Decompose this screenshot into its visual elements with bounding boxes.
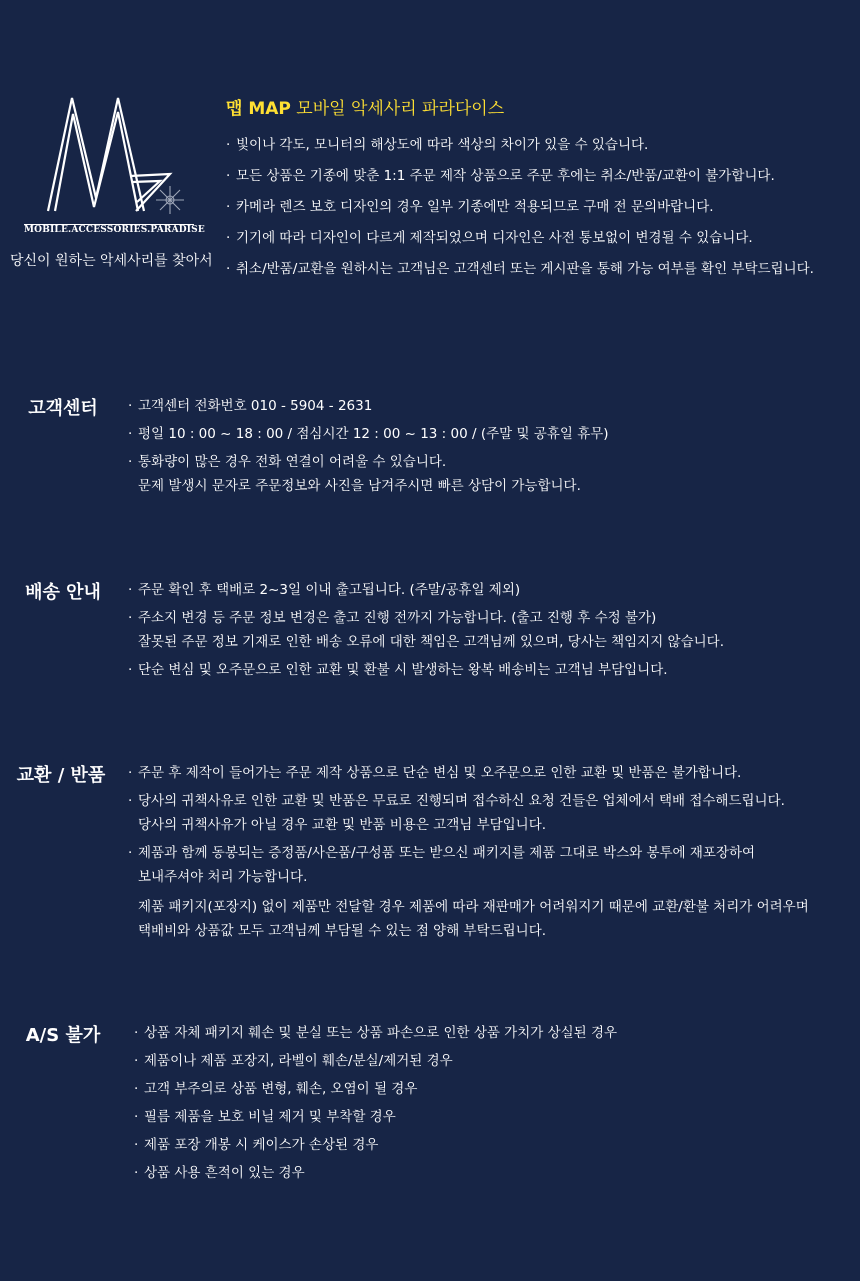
- list-item: [128, 658, 724, 682]
- notice-item: [226, 165, 814, 196]
- bullet: ·: [128, 610, 133, 626]
- notice-text: 빛이나 각도, 모니터의 해상도에 따라 색상의 차이가 있을 수 있습니다.: [236, 137, 649, 153]
- list-item-text: 보내주셔야 처리 가능합니다.: [138, 869, 308, 885]
- notice-item: [226, 196, 814, 227]
- list-item: [128, 761, 809, 785]
- note-text: 택배비와 상품값 모두 고객님께 부담될 수 있는 점 양해 부탁드립니다.: [138, 923, 547, 939]
- bullet: ·: [128, 426, 133, 442]
- section-title: A/S 불가: [25, 1025, 101, 1046]
- bullet: ·: [128, 765, 133, 781]
- section-title: 교환 / 반품: [16, 765, 106, 786]
- list-item-text: 당사의 귀책사유가 아닐 경우 교환 및 반품 비용은 고객님 부담입니다.: [138, 817, 547, 833]
- bullet: ·: [226, 168, 231, 184]
- notice-text: 카메라 렌즈 보호 디자인의 경우 일부 기종에만 적용되므로 구매 전 문의바랍니다.: [236, 199, 714, 215]
- bullet: ·: [128, 793, 133, 809]
- list-item-text: 평일 10 : 00 ~ 18 : 00 / 점심시간 12 : 00 ~ 13 : 00 / (주말 및 공휴일 휴무): [138, 426, 609, 442]
- list-item: [128, 394, 609, 418]
- bullet: ·: [134, 1137, 139, 1153]
- list-item-text: 제품 포장 개봉 시 케이스가 손상된 경우: [144, 1137, 379, 1153]
- list-item-text: 잘못된 주문 정보 기재로 인한 배송 오류에 대한 책임은 고객님께 있으며, 당사는 책임지지 않습니다.: [138, 634, 725, 650]
- section-list: [128, 761, 809, 947]
- bullet: ·: [134, 1025, 139, 1041]
- list-item-text: 제품이나 제품 포장지, 라벨이 훼손/분실/제거된 경우: [144, 1053, 453, 1069]
- brand-title-sub: 모바일 악세사리 파라다이스: [296, 99, 505, 119]
- list-item: [128, 422, 609, 446]
- notice-text: 기기에 따라 디자인이 다르게 제작되었으며 디자인은 사전 통보없이 변경될 수 있습니다.: [236, 230, 753, 246]
- list-item: [134, 1049, 617, 1073]
- section-list: [128, 578, 724, 686]
- notice-text: 모든 상품은 기종에 맞춘 1:1 주문 제작 상품으로 주문 후에는 취소/반품/교환이 불가합니다.: [236, 168, 775, 184]
- list-item-text: 문제 발생시 문자로 주문정보와 사진을 남겨주시면 빠른 상담이 가능합니다.: [138, 478, 581, 494]
- bullet: ·: [226, 199, 231, 215]
- snowflake-icon: [156, 186, 184, 214]
- brand-title-main: 맵 MAP: [226, 99, 291, 119]
- list-item-text: 단순 변심 및 오주문으로 인한 교환 및 환불 시 발생하는 왕복 배송비는 고객님 부담입니다.: [138, 662, 668, 678]
- list-item-text: 상품 사용 흔적이 있는 경우: [144, 1165, 305, 1181]
- bullet: ·: [134, 1109, 139, 1125]
- list-item-text: 통화량이 많은 경우 전화 연결이 어려울 수 있습니다.: [138, 454, 447, 470]
- bullet: ·: [128, 582, 133, 598]
- list-item-note: [128, 895, 809, 943]
- list-item-text: 필름 제품을 보호 비닐 제거 및 부착할 경우: [144, 1109, 396, 1125]
- list-item: [134, 1077, 617, 1101]
- notice-text: 취소/반품/교환을 원하시는 고객님은 고객센터 또는 게시판을 통해 가능 여부를 확인 부탁드립니다.: [236, 261, 814, 277]
- bullet: ·: [134, 1053, 139, 1069]
- list-item-text: 고객 부주의로 상품 변형, 훼손, 오염이 될 경우: [144, 1081, 418, 1097]
- list-item: [128, 450, 609, 498]
- list-item: [134, 1161, 617, 1185]
- section-title: 고객센터: [28, 398, 98, 419]
- bullet: ·: [226, 230, 231, 246]
- bullet: ·: [134, 1165, 139, 1181]
- logo-wordmark: MOBILE.ACCESSORIES.PARADISE: [24, 225, 205, 235]
- bullet: ·: [128, 662, 133, 678]
- list-item-text: 주문 확인 후 택배로 2~3일 이내 출고됩니다. (주말/공휴일 제외): [138, 582, 521, 598]
- list-item-text: 상품 자체 패키지 훼손 및 분실 또는 상품 파손으로 인한 상품 가치가 상실된 경우: [144, 1025, 618, 1041]
- bullet: ·: [128, 454, 133, 470]
- section-title: 배송 안내: [25, 582, 101, 603]
- notice-item: [226, 134, 814, 165]
- list-item: [128, 606, 724, 654]
- notice-item: [226, 227, 814, 258]
- list-item-text: 주문 후 제작이 들어가는 주문 제작 상품으로 단순 변심 및 오주문으로 인한 교환 및 반품은 불가합니다.: [138, 765, 742, 781]
- list-item: [128, 789, 809, 837]
- bullet: ·: [226, 137, 231, 153]
- bullet: ·: [134, 1081, 139, 1097]
- list-item-text: 주소지 변경 등 주문 정보 변경은 출고 진행 전까지 가능합니다. (출고 진행 후 수정 불가): [138, 610, 657, 626]
- note-text: 제품 패키지(포장지) 없이 제품만 전달할 경우 제품에 따라 재판매가 어려워지기 때문에 교환/환불 처리가 어려우며: [138, 899, 809, 915]
- list-item: [134, 1105, 617, 1129]
- section-list: [128, 394, 609, 502]
- list-item-text: 당사의 귀책사유로 인한 교환 및 반품은 무료로 진행되며 접수하신 요청 건들은 업체에서 택배 접수해드립니다.: [138, 793, 785, 809]
- brand-title: [226, 94, 504, 119]
- list-item: [134, 1133, 617, 1157]
- brand-logo: [24, 94, 205, 244]
- list-item: [128, 578, 724, 602]
- list-item-text: 고객센터 전화번호 010 - 5904 - 2631: [138, 398, 373, 414]
- bullet: ·: [128, 845, 133, 861]
- brand-tagline: 당신이 원하는 악세사리를 찾아서: [10, 253, 213, 269]
- list-item: [128, 841, 809, 889]
- section-list: [134, 1021, 617, 1189]
- bullet: ·: [226, 261, 231, 277]
- notice-item: [226, 258, 814, 289]
- list-item-text: 제품과 함께 동봉되는 증정품/사은품/구성품 또는 받으신 패키지를 제품 그대로 박스와 봉투에 재포장하여: [138, 845, 756, 861]
- list-item: [134, 1021, 617, 1045]
- map-logo-icon: [44, 94, 184, 220]
- notice-list: [226, 134, 814, 289]
- bullet: ·: [128, 398, 133, 414]
